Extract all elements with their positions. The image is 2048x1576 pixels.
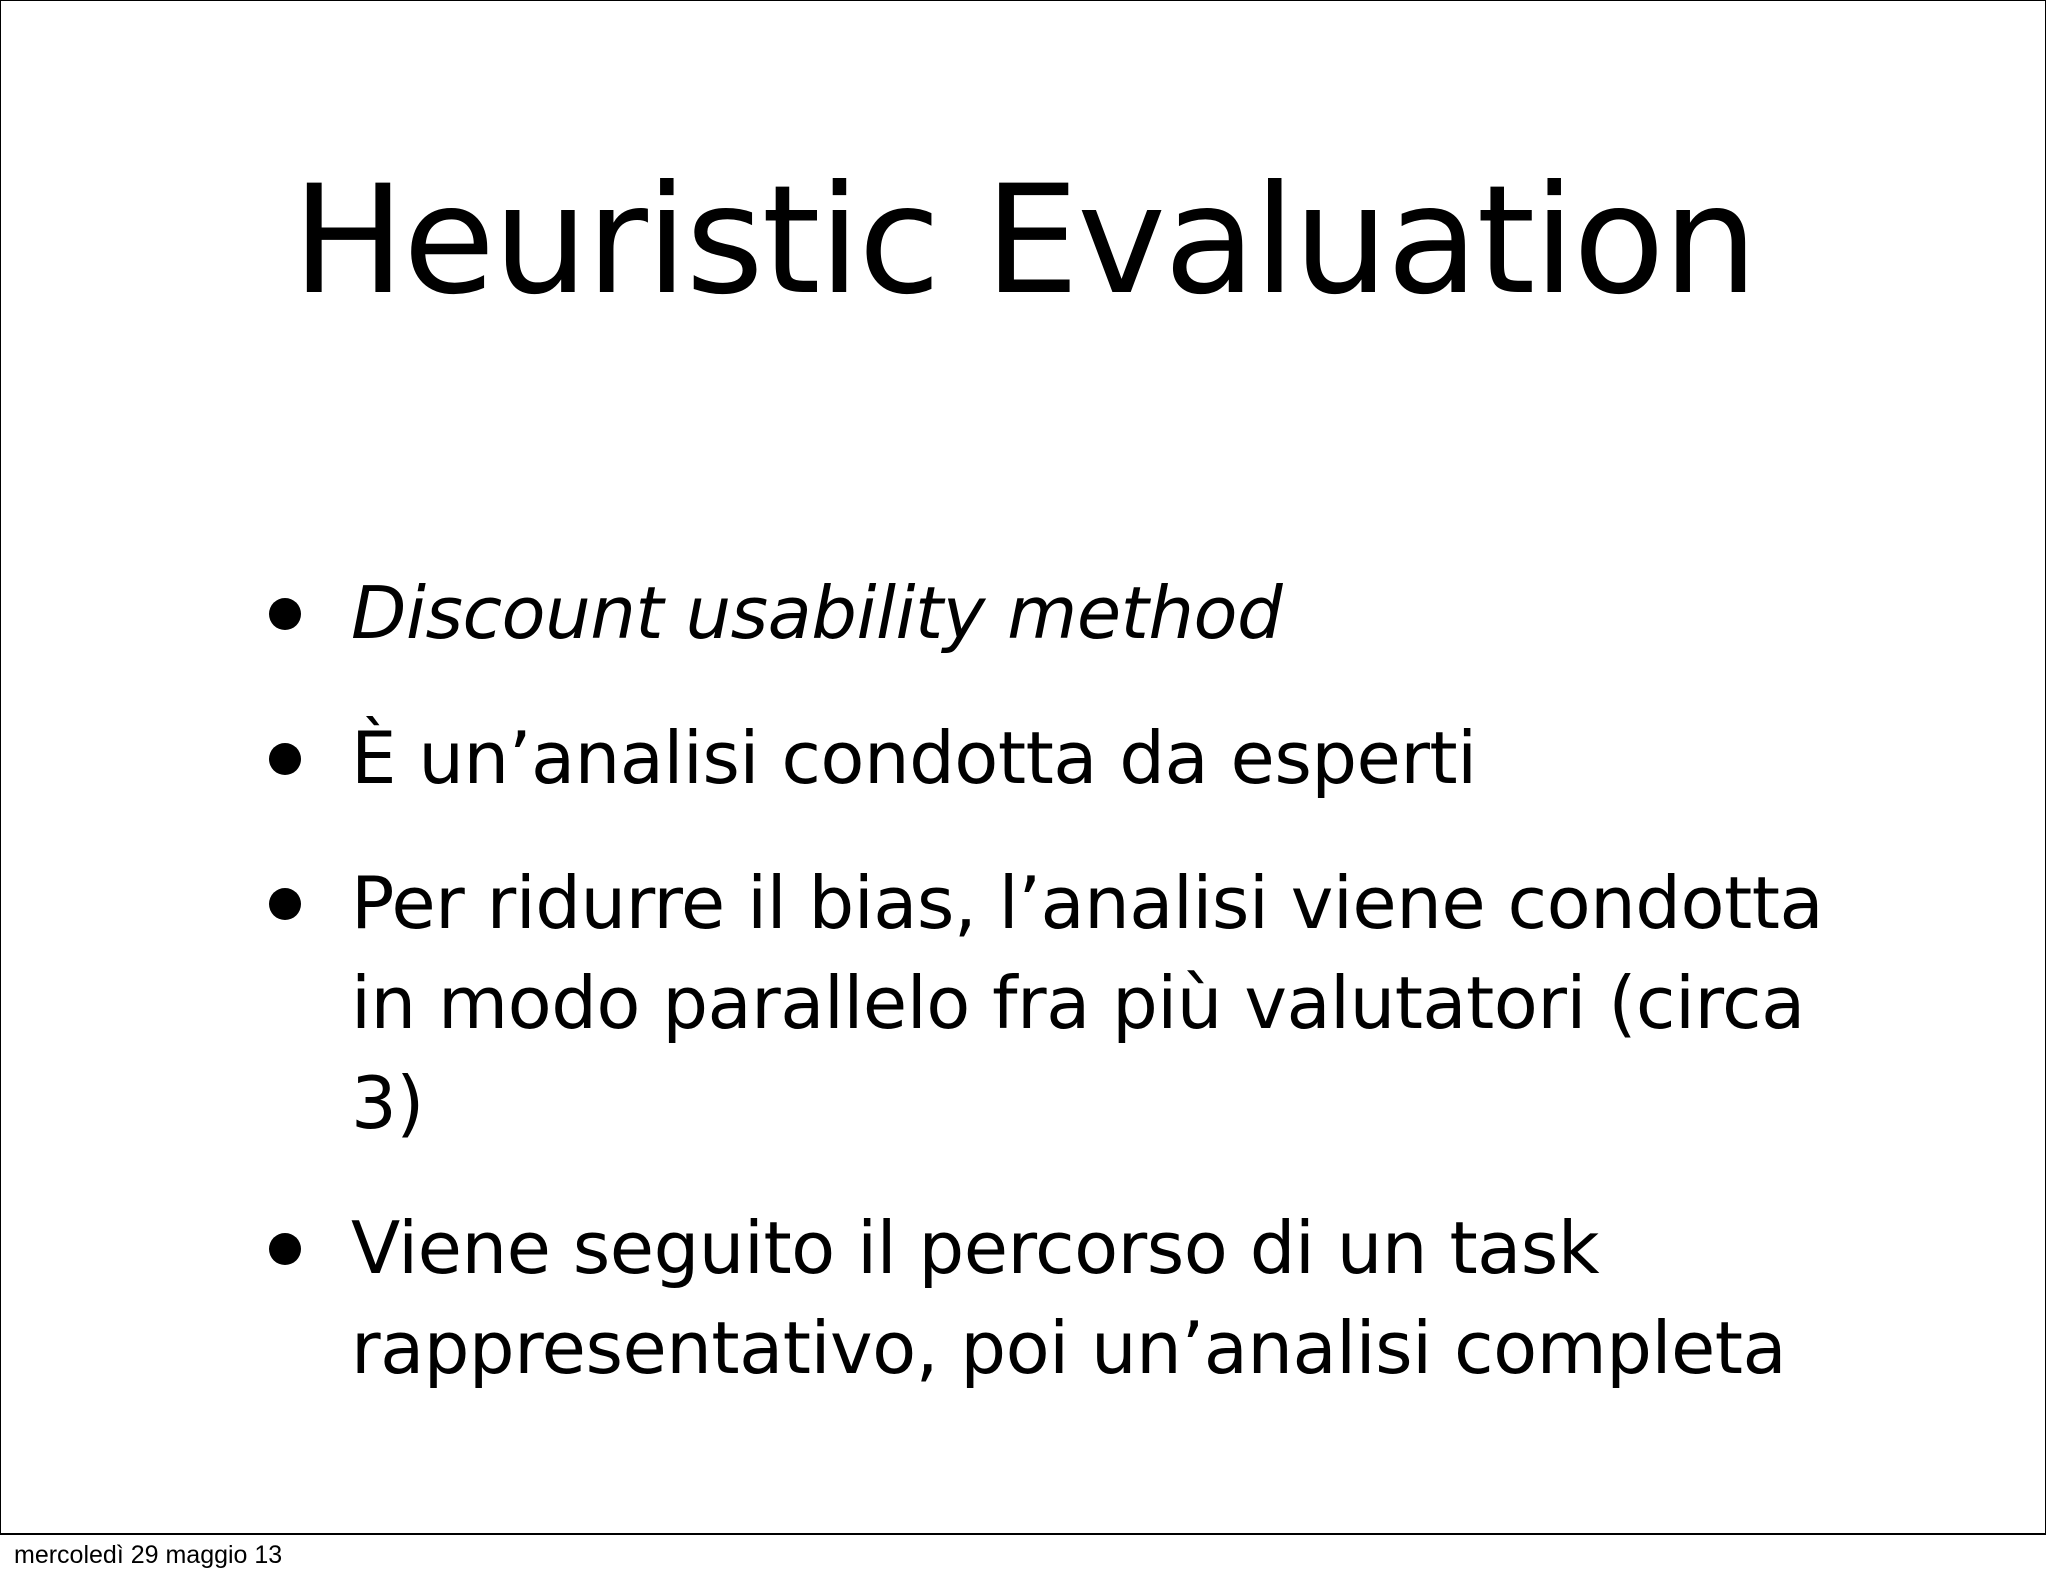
bullet-list: [263, 563, 1883, 1398]
bullet-text: Discount usability method: [351, 571, 1283, 655]
bullet-icon: [269, 743, 301, 775]
bullet-text: È un’analisi condotta da esperti: [351, 716, 1477, 800]
footer-date: mercoledì 29 maggio 13: [14, 1541, 283, 1569]
bullet-item-representative-task: [263, 1198, 1883, 1398]
bullet-item-discount-usability: [263, 563, 1883, 663]
bullet-icon: [269, 598, 301, 630]
bullet-text: Per ridurre il bias, l’analisi viene condotta in modo parallelo fra più valutatori (circa 3): [351, 861, 1824, 1145]
bullet-item-expert-analysis: [263, 708, 1883, 808]
slide-title: Heuristic Evaluation: [292, 154, 1756, 328]
bullet-item-parallel-evaluators: [263, 853, 1883, 1153]
bullet-text: Viene seguito il percorso di un task rappresentativo, poi un’analisi completa: [351, 1206, 1787, 1390]
bullet-icon: [269, 1233, 301, 1265]
bullet-icon: [269, 888, 301, 920]
